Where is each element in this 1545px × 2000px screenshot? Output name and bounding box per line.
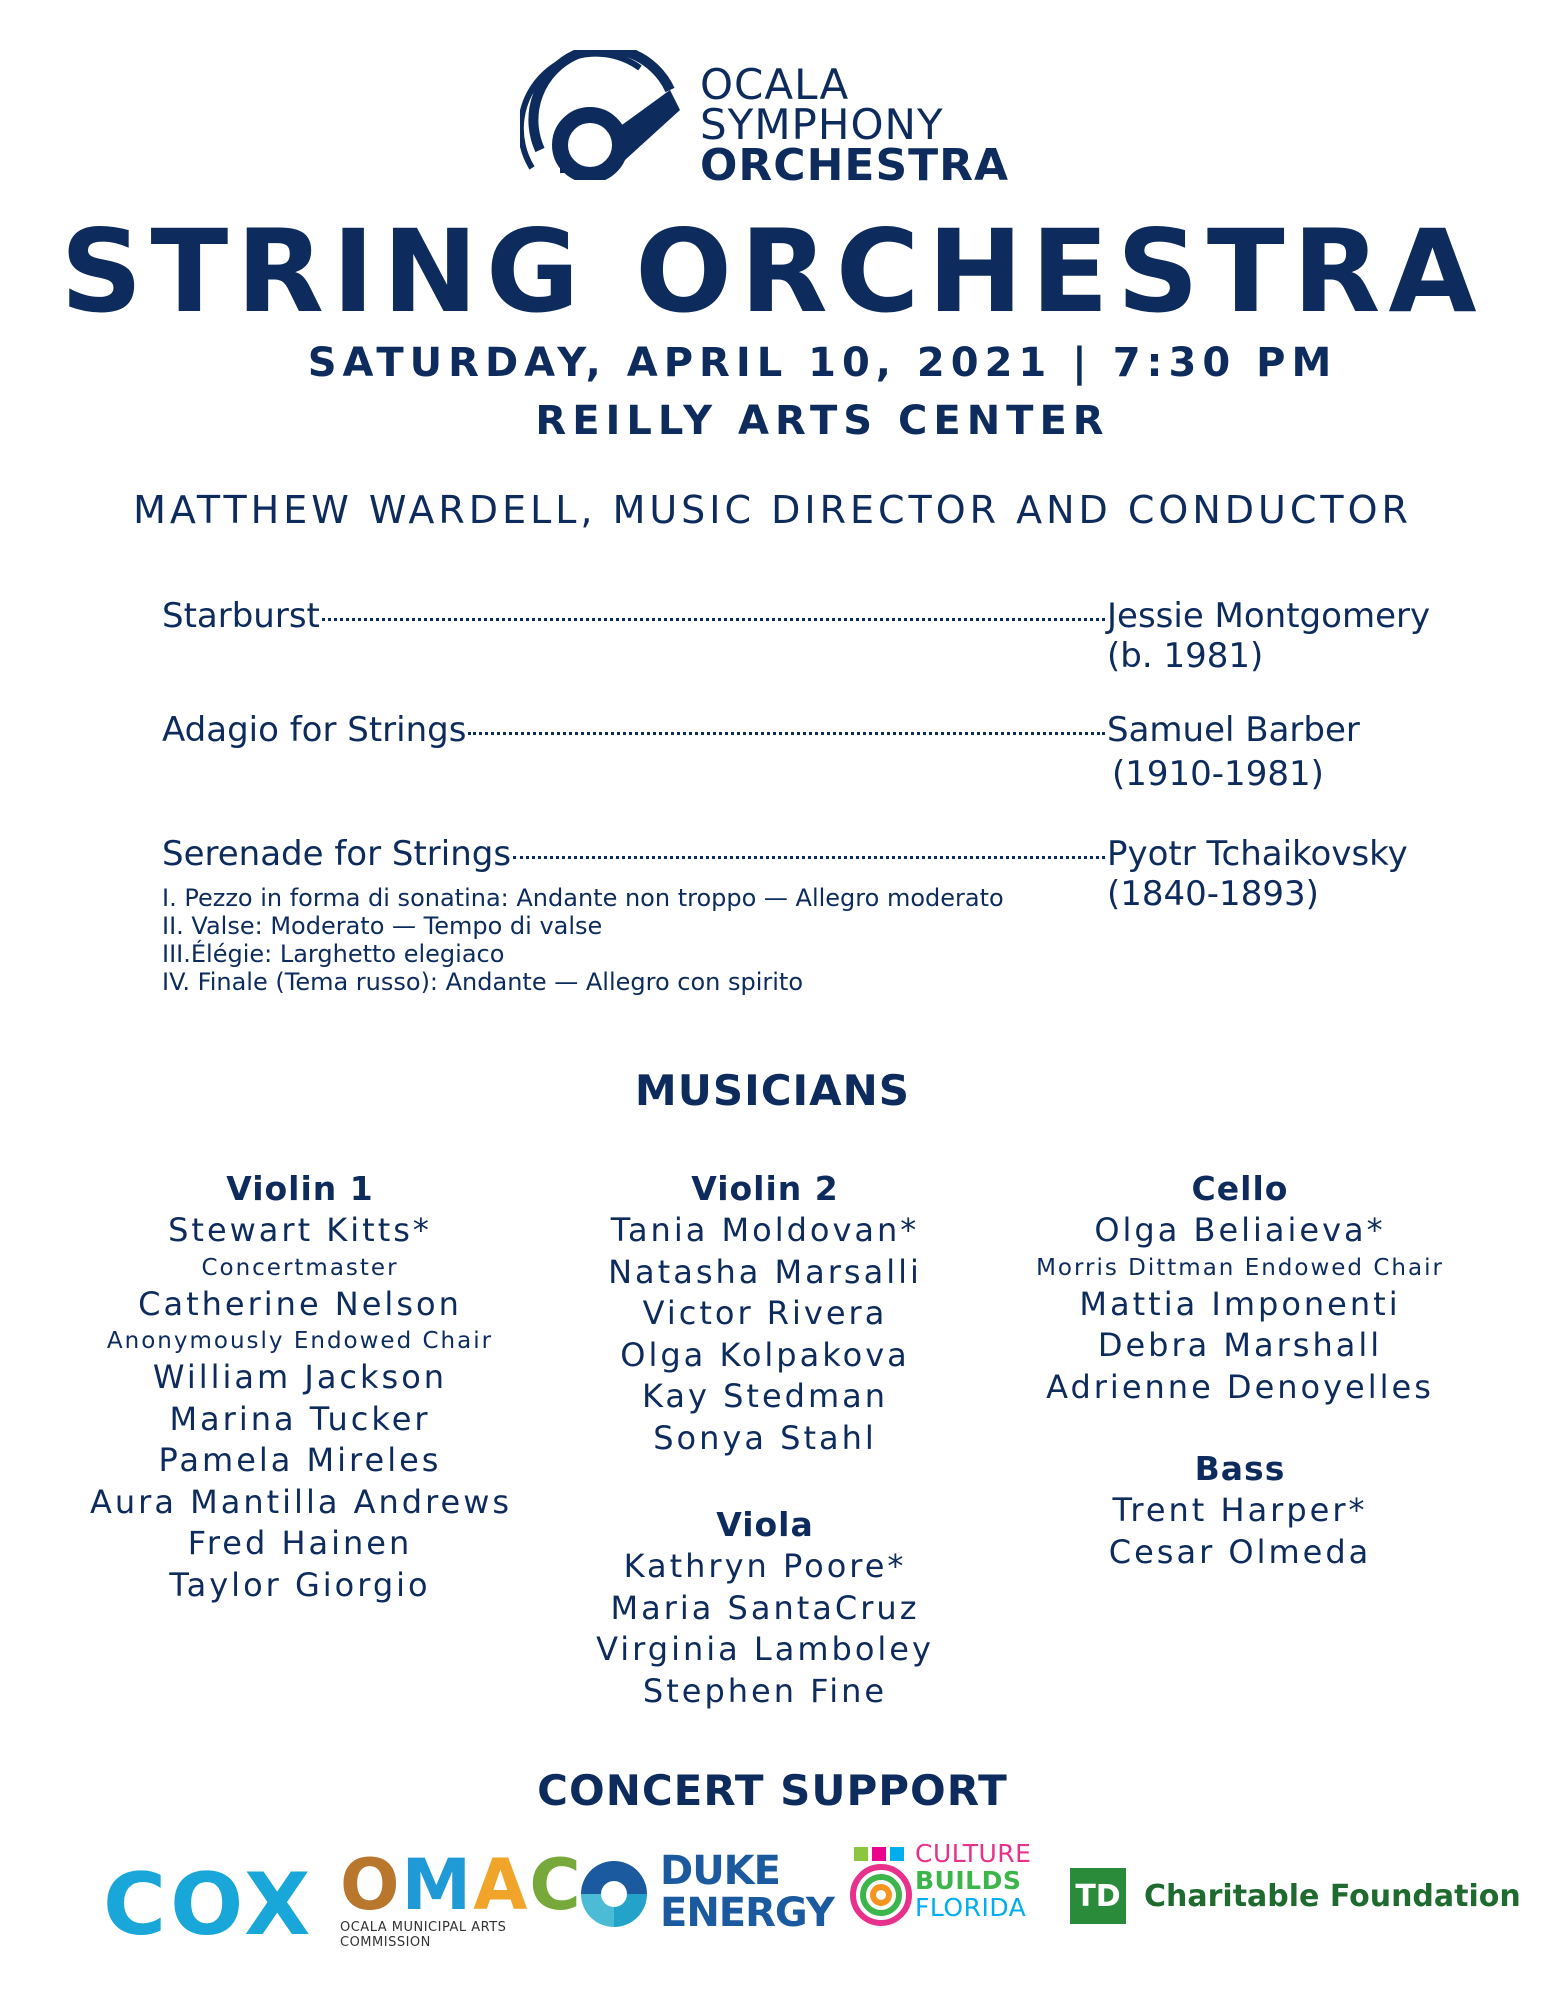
- section-cello: [1010, 1168, 1470, 1408]
- musician-name: Mattia Imponenti: [1079, 1284, 1401, 1323]
- musician-name: Kay Stedman: [641, 1377, 889, 1415]
- musician-name: Catherine Nelson: [138, 1284, 462, 1323]
- program-composer-dates: (1910-1981): [1112, 754, 1324, 794]
- program-composer-dates: (1840-1893): [1107, 874, 1319, 914]
- program-title: Adagio for Strings: [162, 710, 467, 750]
- musician-name: Cesar Olmeda: [1108, 1532, 1372, 1571]
- culture-text: CULTURE: [915, 1839, 1032, 1868]
- culture-builds-florida-logo: [850, 1840, 1030, 1950]
- musician-name: Virginia Lamboley: [596, 1630, 934, 1668]
- musician-name: Debra Marshall: [1097, 1326, 1383, 1364]
- cox-wordmark: COX: [103, 1855, 315, 1955]
- conductor-credit: MATTHEW WARDELL, MUSIC DIRECTOR AND CONDUCTOR: [133, 488, 1412, 532]
- section-violin2: [565, 1168, 965, 1459]
- florida-text: FLORIDA: [915, 1893, 1027, 1922]
- duke-energy-icon: [575, 1855, 653, 1933]
- movement-line: III.Élégie: Larghetto elegiaco: [162, 940, 505, 968]
- concert-venue: REILLY ARTS CENTER: [535, 398, 1110, 444]
- page-title: STRING ORCHESTRA: [60, 205, 1485, 338]
- logo-text-symphony: SYMPHONY: [700, 100, 944, 149]
- musician-name: Sonya Stahl: [653, 1418, 877, 1457]
- musician-name: Victor Rivera: [642, 1294, 888, 1332]
- musician-name: Olga Beliaieva*: [1094, 1211, 1386, 1249]
- musician-name: Tania Moldovan*: [610, 1211, 920, 1249]
- omac-letter: A: [473, 1844, 530, 1926]
- section-bass: [1010, 1448, 1470, 1573]
- program-composer: Pyotr Tchaikovsky: [1107, 834, 1408, 874]
- cox-logo: [103, 1855, 314, 1955]
- leader-dots: [468, 732, 1105, 735]
- leader-dots: [322, 618, 1105, 621]
- program-title: Serenade for Strings: [162, 834, 512, 874]
- omac-logo: [340, 1844, 583, 1950]
- section-heading: Viola: [716, 1505, 814, 1544]
- concert-date: SATURDAY, APRIL 10, 2021 | 7:30 PM: [307, 340, 1338, 386]
- omac-letter: M: [401, 1844, 474, 1926]
- program-item-starburst: [162, 596, 1107, 636]
- movement-line: II. Valse: Moderato — Tempo di valse: [162, 912, 603, 940]
- td-wordmark: Charitable Foundation: [1144, 1878, 1521, 1914]
- chair-note: Concertmaster: [201, 1254, 399, 1281]
- musician-name: Pamela Mireles: [158, 1441, 442, 1479]
- culture-builds-florida-wordmark: [915, 1840, 1031, 1921]
- program-composer: Jessie Montgomery: [1107, 596, 1431, 636]
- td-logo-icon: TD: [1070, 1868, 1126, 1924]
- movement-line: I. Pezzo in forma di sonatina: Andante non troppo — Allegro moderato: [162, 884, 1004, 912]
- musician-name: William Jackson: [152, 1358, 448, 1396]
- musician-name: Maria SantaCruz: [610, 1588, 920, 1627]
- section-viola: [565, 1504, 965, 1712]
- chair-note: Anonymously Endowed Chair: [106, 1328, 494, 1354]
- musician-name: Adrienne Denoyelles: [1046, 1367, 1434, 1406]
- logo-text-orchestra: ORCHESTRA: [700, 140, 1010, 191]
- section-heading: Violin 2: [691, 1169, 839, 1208]
- musician-name: Kathryn Poore*: [623, 1547, 907, 1585]
- musician-name: Olga Kolpakova: [620, 1335, 910, 1374]
- omac-letter: O: [340, 1844, 402, 1926]
- program-composer: Samuel Barber: [1107, 710, 1360, 750]
- section-heading: Violin 1: [226, 1169, 374, 1208]
- musicians-heading: MUSICIANS: [634, 1066, 911, 1115]
- section-violin1: [90, 1168, 513, 1606]
- omac-subtitle: OCALA MUNICIPAL ARTS COMMISSION: [340, 1920, 507, 1950]
- duke-energy-logo: [575, 1848, 834, 1940]
- omac-wordmark: [340, 1844, 583, 1926]
- omac-letter: C: [529, 1844, 583, 1926]
- musician-name: Stewart Kitts*: [168, 1211, 432, 1249]
- builds-text: BUILDS: [915, 1866, 1022, 1895]
- duke-energy-wordmark: [660, 1850, 834, 1934]
- orchestra-logo-mark-icon: [520, 50, 690, 180]
- program-item-serenade: [162, 834, 1107, 874]
- logo-text-ocala: OCALA: [700, 60, 850, 109]
- movement-line: IV. Finale (Tema russo): Andante — Allegro con spirito: [162, 968, 804, 996]
- energy-text: ENERGY: [660, 1890, 834, 1936]
- musician-name: Fred Hainen: [187, 1524, 413, 1562]
- section-heading: Cello: [1191, 1169, 1289, 1208]
- musician-name: Trent Harper*: [1112, 1491, 1368, 1529]
- musician-name: Aura Mantilla Andrews: [90, 1482, 513, 1521]
- musician-name: Stephen Fine: [642, 1671, 888, 1710]
- program-composer-dates: (b. 1981): [1107, 636, 1264, 676]
- musician-name: Taylor Giorgio: [169, 1565, 431, 1604]
- support-heading: CONCERT SUPPORT: [537, 1766, 1008, 1815]
- spiral-shell-icon: [850, 1845, 912, 1945]
- duke-text: DUKE: [660, 1848, 781, 1894]
- musician-name: Natasha Marsalli: [608, 1252, 922, 1291]
- td-charitable-foundation-logo: [1070, 1868, 1521, 1924]
- program-title: Starburst: [162, 596, 320, 636]
- section-heading: Bass: [1194, 1449, 1286, 1488]
- chair-note: Morris Dittman Endowed Chair: [1036, 1254, 1444, 1281]
- musician-name: Marina Tucker: [169, 1399, 431, 1438]
- program-item-adagio: [162, 710, 1107, 750]
- leader-dots: [513, 856, 1105, 859]
